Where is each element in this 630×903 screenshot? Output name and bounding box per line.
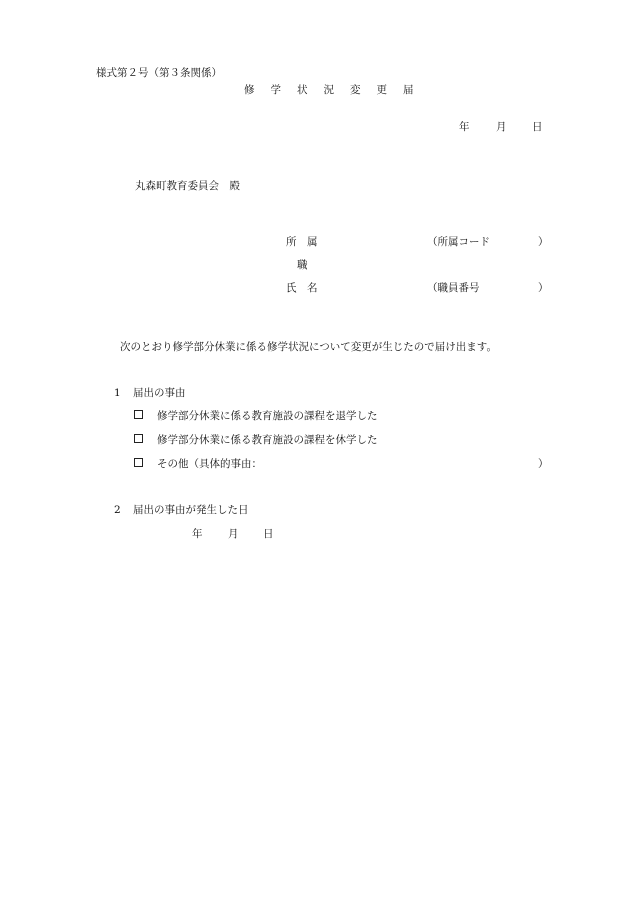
title-char: 状	[297, 84, 308, 96]
reason-other-label: その他（具体的事由：	[157, 458, 262, 470]
reason-other-checkbox[interactable]	[134, 458, 143, 469]
occurrence-date-day: 日	[263, 528, 274, 540]
reason-withdrawn-checkbox[interactable]	[134, 410, 143, 421]
affiliation-code-open: （所属コード	[427, 236, 490, 248]
header-date-month: 月	[496, 121, 507, 133]
title-char: 更	[376, 84, 387, 96]
title-char: 況	[323, 84, 334, 96]
reason-withdrawn-label: 修学部分休業に係る教育施設の課程を退学した	[157, 410, 378, 422]
title-char: 修	[244, 84, 255, 96]
name-label: 氏 名	[286, 282, 318, 294]
form-number: 様式第２号（第３条関係）	[96, 67, 222, 79]
header-date-year: 年	[459, 121, 470, 133]
form-title	[244, 85, 430, 96]
header-date-day: 日	[532, 121, 543, 133]
occurrence-date-year: 年	[192, 528, 203, 540]
reason-leave-checkbox[interactable]	[134, 434, 143, 445]
reason-other-close: ）	[538, 458, 549, 470]
reason-leave-label: 修学部分休業に係る教育施設の課程を休学した	[157, 434, 378, 446]
affiliation-code-close: ）	[538, 236, 549, 248]
position-label: 職	[297, 259, 308, 271]
staff-number-open: （職員番号	[427, 282, 480, 294]
section-1-number: 1	[114, 387, 121, 399]
section-1-heading: 届出の事由	[133, 387, 186, 399]
staff-number-close: ）	[538, 282, 549, 294]
affiliation-label: 所 属	[286, 236, 318, 248]
section-2-number: 2	[114, 504, 121, 516]
section-2-heading: 届出の事由が発生した日	[133, 504, 249, 516]
title-char: 届	[403, 84, 414, 96]
addressee: 丸森町教育委員会 殿	[135, 180, 240, 192]
title-char: 変	[350, 84, 361, 96]
statement: 次のとおり修学部分休業に係る修学状況について変更が生じたので届け出ます。	[120, 341, 497, 353]
occurrence-date-month: 月	[228, 528, 239, 540]
title-char: 学	[270, 84, 281, 96]
